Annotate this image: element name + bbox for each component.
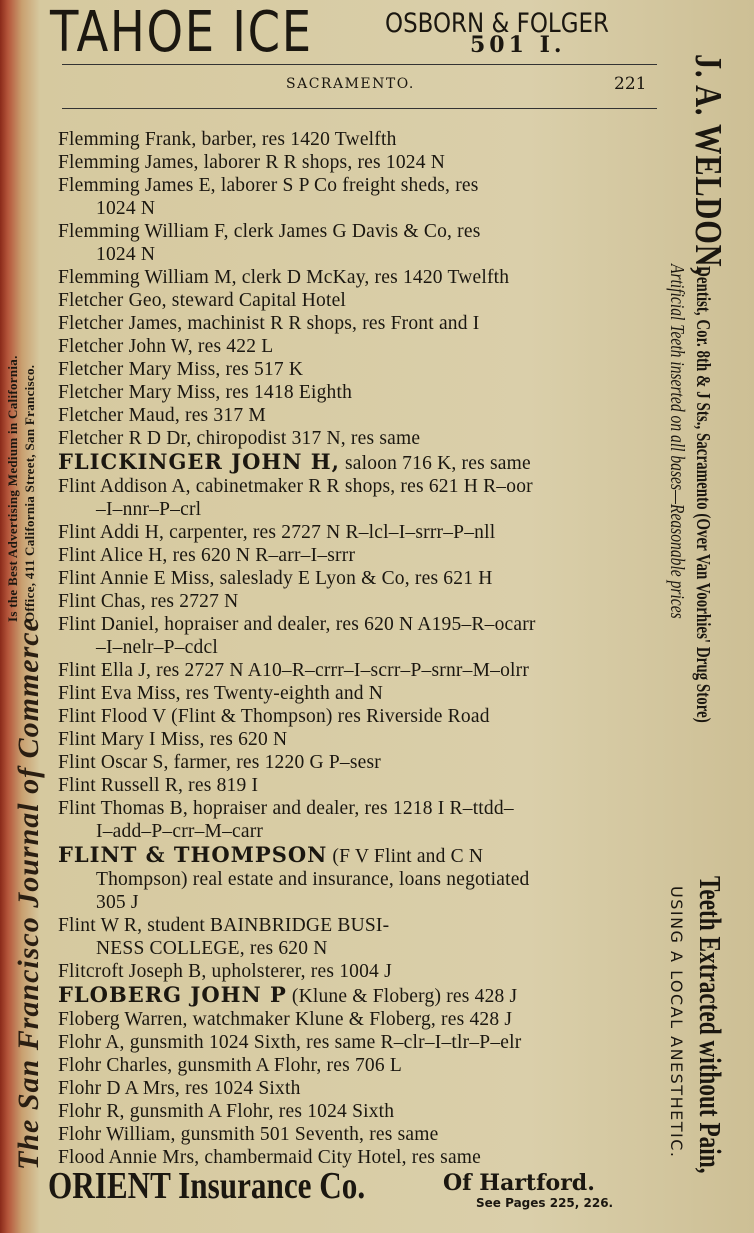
entry-continuation: –I–nelr–P–cdcl — [96, 637, 218, 658]
entry-text: Floberg Warren, watchmaker Klune & Floberg, res 428 J — [58, 1009, 513, 1030]
entry-text: Fletcher Mary Miss, res 517 K — [58, 359, 304, 380]
orient-see-pages: See Pages 225, 226. — [476, 1196, 614, 1210]
directory-entry — [58, 843, 650, 914]
directory-entry — [58, 983, 650, 1008]
entry-text: Flint Alice H, res 620 N R–arr–I–srrr — [58, 545, 356, 566]
journal-ad-line1: Is the Best Advertising Medium in California. — [5, 355, 20, 622]
directory-entry — [58, 567, 650, 590]
entry-continuation: NESS COLLEGE, res 620 N — [96, 938, 328, 959]
entry-text: Flint Addi H, carpenter, res 2727 N R–lcl–I–srrr–P–nll — [58, 522, 496, 543]
entry-text: Flohr William, gunsmith 501 Seventh, res same — [58, 1124, 439, 1145]
directory-entry — [58, 151, 650, 174]
journal-of-commerce-title: The San Francisco Journal of Commerce — [12, 617, 45, 1170]
directory-entry — [58, 266, 650, 289]
entry-text: Flint Ella J, res 2727 N A10–R–crrr–I–scrr–P–srnr–M–olrr — [58, 660, 530, 681]
directory-entry — [58, 659, 650, 682]
weldon-name: J. A. WELDON, — [687, 54, 729, 276]
entry-text: Flohr Charles, gunsmith A Flohr, res 706 L — [58, 1055, 402, 1076]
entry-text: Fletcher John W, res 422 L — [58, 336, 274, 357]
entry-continuation: 305 J — [96, 892, 139, 913]
directory-entry — [58, 613, 650, 659]
directory-entry — [58, 335, 650, 358]
directory-entry — [58, 1031, 650, 1054]
entry-bold-name: FLICKINGER JOHN H, — [58, 449, 340, 474]
entry-continuation: Thompson) real estate and insurance, loans negotiated — [96, 869, 530, 890]
entry-continuation: –I–nnr–P–crl — [96, 499, 202, 520]
directory-entry — [58, 1054, 650, 1077]
directory-entry — [58, 1008, 650, 1031]
entry-text: Flemming James E, laborer S P Co freight sheds, res — [58, 175, 479, 196]
directory-entry — [58, 797, 650, 843]
directory-entry — [58, 751, 650, 774]
directory-entry — [58, 450, 650, 475]
entry-text: Flemming William M, clerk D McKay, res 1420 Twelfth — [58, 267, 510, 288]
weldon-teeth-extracted: Teeth Extracted without Pain, — [693, 876, 728, 1174]
entry-text: Flint W R, student BAINBRIDGE BUSI- — [58, 915, 390, 936]
entry-text: Flint Chas, res 2727 N — [58, 591, 239, 612]
entry-bold-name: FLINT & THOMPSON — [58, 842, 328, 867]
directory-entry — [58, 914, 650, 960]
running-head-city: SACRAMENTO. — [286, 76, 415, 92]
directory-entry — [58, 1123, 650, 1146]
directory-entry — [58, 427, 650, 450]
directory-entry — [58, 1100, 650, 1123]
entry-text: Flint Flood V (Flint & Thompson) res Riverside Road — [58, 706, 490, 727]
weldon-address: Dentist, Cor. 8th & J Sts., Sacramento (Over Van Voorhies' Drug Store) — [692, 266, 714, 723]
directory-entry — [58, 404, 650, 427]
entry-text: Flint Mary I Miss, res 620 N — [58, 729, 288, 750]
directory-entry — [58, 1077, 650, 1100]
tahoe-ice-ad-title: TAHOE ICE — [50, 0, 313, 65]
directory-entry — [58, 174, 650, 220]
directory-entries — [58, 128, 650, 1169]
ad-address: 501 I. — [470, 32, 566, 58]
orient-hartford: Of Hartford. — [443, 1170, 595, 1196]
directory-entry — [58, 521, 650, 544]
directory-entry — [58, 289, 650, 312]
entry-text: Flohr D A Mrs, res 1024 Sixth — [58, 1078, 301, 1099]
entry-text: Flemming William F, clerk James G Davis & Co, res — [58, 221, 481, 242]
entry-text: (Klune & Floberg) res 428 J — [286, 986, 518, 1007]
entry-text: Flemming Frank, barber, res 1420 Twelfth — [58, 129, 397, 150]
directory-entry — [58, 590, 650, 613]
entry-continuation: I–add–P–crr–M–carr — [96, 821, 264, 842]
orient-insurance-name: ORIENT Insurance Co. — [48, 1165, 366, 1207]
entry-text: saloon 716 K, res same — [339, 453, 531, 474]
weldon-artificial-teeth: Artificial Teeth inserted on all bases—Reasonable prices — [666, 264, 688, 619]
entry-text: Flint Thomas B, hopraiser and dealer, res 1218 I R–ttdd– — [58, 798, 514, 819]
entry-text: Fletcher James, machinist R R shops, res Front and I — [58, 313, 480, 334]
page-number: 221 — [614, 74, 647, 94]
header-rule-top — [62, 64, 657, 65]
entry-text: Fletcher R D Dr, chiropodist 317 N, res same — [58, 428, 421, 449]
directory-entry — [58, 358, 650, 381]
entry-text: Flint Oscar S, farmer, res 1220 G P–sesr — [58, 752, 381, 773]
weldon-anesthetic: USING A LOCAL ANESTHETIC. — [667, 886, 686, 1159]
journal-ad-text — [4, 355, 38, 622]
entry-text: Flint Annie E Miss, saleslady E Lyon & Co, res 621 H — [58, 568, 493, 589]
top-advertisement — [50, 0, 660, 65]
directory-entry — [58, 774, 650, 797]
directory-entry — [58, 475, 650, 521]
entry-text: Flood Annie Mrs, chambermaid City Hotel, res same — [58, 1147, 482, 1168]
entry-text: Flint Addison A, cabinetmaker R R shops, res 621 H R–oor — [58, 476, 533, 497]
entry-text: Fletcher Maud, res 317 M — [58, 405, 266, 426]
header-rule-bottom — [62, 108, 657, 109]
entry-continuation: 1024 N — [96, 198, 156, 219]
directory-entry — [58, 682, 650, 705]
entry-text: Flohr A, gunsmith 1024 Sixth, res same R–clr–I–tlr–P–elr — [58, 1032, 522, 1053]
directory-entry — [58, 312, 650, 335]
entry-text: Fletcher Geo, steward Capital Hotel — [58, 290, 347, 311]
directory-entry — [58, 544, 650, 567]
directory-entry — [58, 728, 650, 751]
entry-continuation: 1024 N — [96, 244, 156, 265]
entry-bold-name: FLOBERG JOHN P — [58, 982, 287, 1007]
entry-text: Fletcher Mary Miss, res 1418 Eighth — [58, 382, 353, 403]
entry-text: Flitcroft Joseph B, upholsterer, res 1004 J — [58, 961, 392, 982]
entry-text: Flint Eva Miss, res Twenty-eighth and N — [58, 683, 384, 704]
directory-entry — [58, 128, 650, 151]
directory-entry — [58, 381, 650, 404]
directory-entry — [58, 220, 650, 266]
right-margin-advertisement — [666, 54, 729, 1184]
osborn-folger-ad: OSBORN & FOLGER — [385, 8, 609, 39]
directory-entry — [58, 960, 650, 983]
entry-text: Flemming James, laborer R R shops, res 1024 N — [58, 152, 446, 173]
journal-ad-line2: Office, 411 California Street, San Francisco. — [22, 364, 37, 622]
entry-text: Flohr R, gunsmith A Flohr, res 1024 Sixth — [58, 1101, 395, 1122]
directory-entry — [58, 705, 650, 728]
entry-text: Flint Daniel, hopraiser and dealer, res 620 N A195–R–ocarr — [58, 614, 536, 635]
entry-text: (F V Flint and C N — [327, 846, 484, 867]
bottom-advertisement — [48, 1165, 658, 1218]
entry-text: Flint Russell R, res 819 I — [58, 775, 259, 796]
